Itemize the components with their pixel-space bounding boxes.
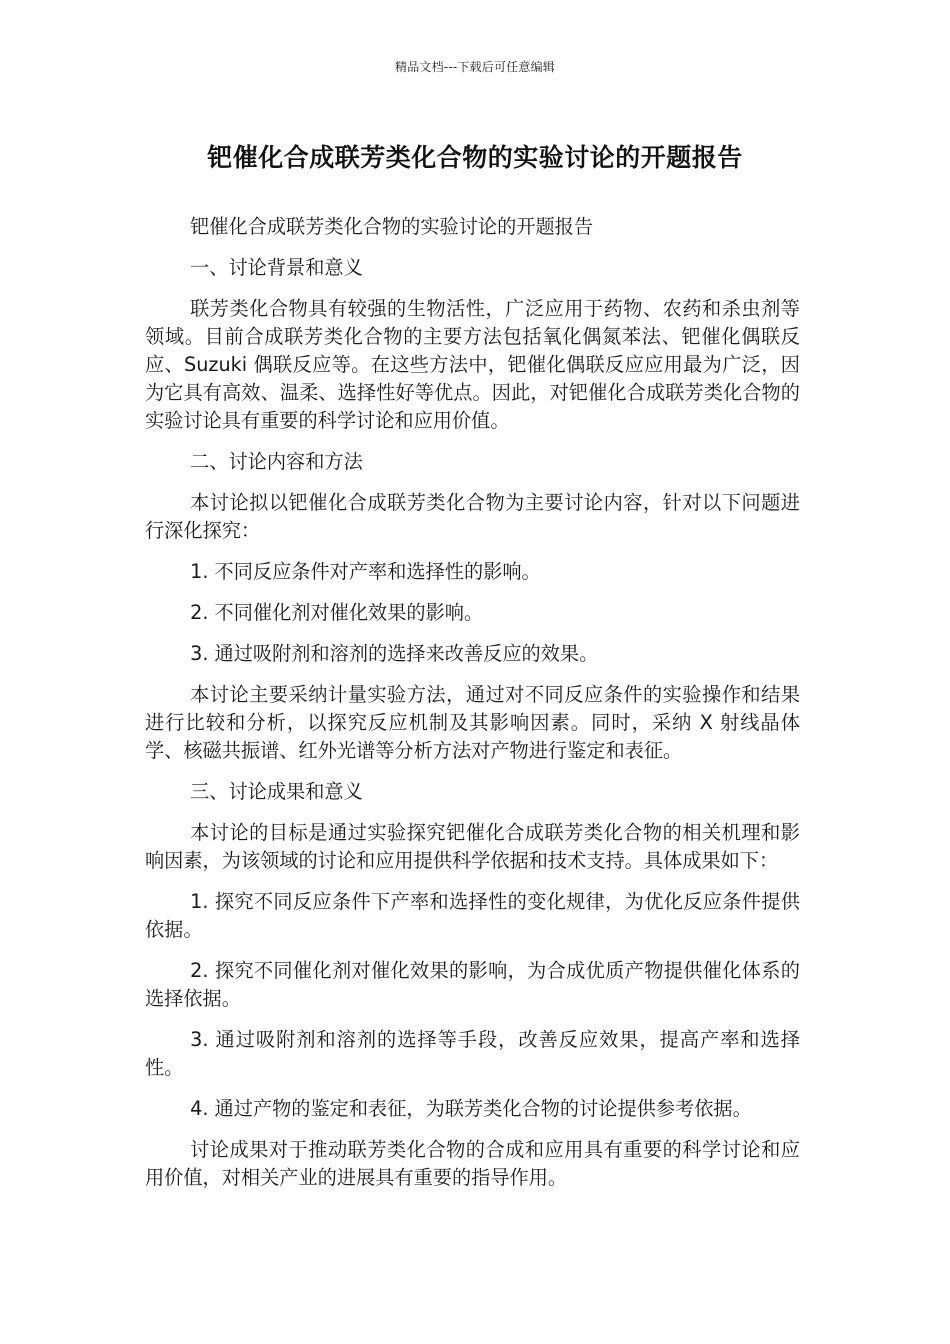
paragraph-results-intro: 本讨论的目标是通过实验探究钯催化合成联芳类化合物的相关机理和影响因素，为该领域的讨论和应用提供科学依据和技术支持。具体成果如下： — [145, 821, 800, 872]
document-body — [145, 213, 800, 1205]
subtitle-paragraph: 钯催化合成联芳类化合物的实验讨论的开题报告 — [190, 215, 594, 238]
section-heading-background: 一、讨论背景和意义 — [190, 256, 363, 279]
section-heading-results: 三、讨论成果和意义 — [190, 780, 363, 803]
list-item-result-4: 4. 通过产物的鉴定和表征，为联芳类化合物的讨论提供参考依据。 — [190, 1097, 752, 1120]
list-item-result-3: 3. 通过吸附剂和溶剂的选择等手段，改善反应效果，提高产率和选择性。 — [145, 1028, 800, 1079]
list-item-result-1: 1. 探究不同反应条件下产率和选择性的变化规律，为优化反应条件提供依据。 — [145, 890, 800, 941]
list-item-result-2: 2. 探究不同催化剂对催化效果的影响，为合成优质产物提供催化体系的选择依据。 — [145, 959, 800, 1010]
paragraph-content-intro: 本讨论拟以钯催化合成联芳类化合物为主要讨论内容，针对以下问题进行深化探究： — [145, 491, 800, 542]
section-heading-content-method: 二、讨论内容和方法 — [190, 450, 363, 473]
page-header-note: 精品文档---下载后可任意编辑 — [395, 60, 555, 74]
paragraph-background: 联芳类化合物具有较强的生物活性，广泛应用于药物、农药和杀虫剂等领域。目前合成联芳类化合物的主要方法包括氧化偶氮苯法、钯催化偶联反应、Suzuki 偶联反应等。在这些方法中，钯催化偶联反应应用最为广泛，因为它具有高效、温柔、选择性好等优点。因此，对钯催化合成联芳类化合物的实验讨论具有重要的科学讨论和应用价值。 — [145, 297, 800, 432]
paragraph-conclusion: 讨论成果对于推动联芳类化合物的合成和应用具有重要的科学讨论和应用价值，对相关产业的进展具有重要的指导作用。 — [145, 1138, 800, 1189]
list-item-content-2: 2. 不同催化剂对催化效果的影响。 — [190, 601, 484, 624]
document-title: 钯催化合成联芳类化合物的实验讨论的开题报告 — [207, 143, 743, 172]
paragraph-method: 本讨论主要采纳计量实验方法，通过对不同反应条件的实验操作和结果进行比较和分析，以探究反应机制及其影响因素。同时，采纳 X 射线晶体学、核磁共振谱、红外光谱等分析方法对产物进行鉴定和表征。 — [145, 683, 800, 762]
list-item-content-3: 3. 通过吸附剂和溶剂的选择来改善反应的效果。 — [190, 642, 599, 665]
list-item-content-1: 1. 不同反应条件对产率和选择性的影响。 — [190, 560, 541, 583]
